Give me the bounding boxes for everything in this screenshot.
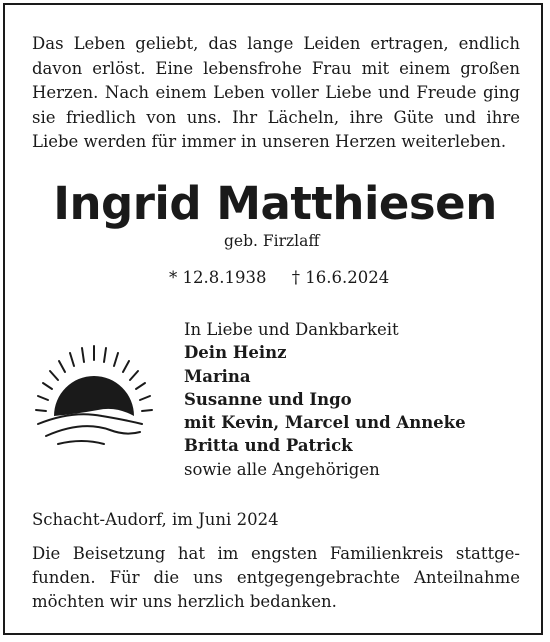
mourners-list: [184, 318, 466, 481]
intro-text: [32, 32, 520, 155]
mourner-line: Britta und Patrick: [184, 436, 353, 456]
intro-line: sie friedlich von uns. Ihr Lächeln, ihre Güte und ihre: [32, 107, 520, 127]
intro-line: Herzen. Nach einem Leben voller Liebe und Freude ging: [32, 83, 520, 102]
maiden-name: geb. Firzlaff: [224, 232, 320, 250]
mourner-line: Dein Heinz: [184, 343, 287, 363]
closing-text: [32, 542, 520, 614]
deceased-name: Ingrid Matthiesen: [53, 177, 497, 230]
birth-date: * 12.8.1938: [169, 268, 267, 287]
mourner-line: sowie alle Angehörigen: [184, 459, 380, 479]
closing-line: Die Beisetzung hat im engsten Familienkreis stattge-: [32, 544, 520, 563]
intro-line: davon erlöst. Eine lebensfrohe Frau mit einem großen: [32, 58, 520, 78]
intro-line: Liebe werden für immer in unseren Herzen weiterleben.: [32, 132, 507, 151]
intro-line: Das Leben geliebt, das lange Leiden ertragen, endlich: [32, 34, 520, 53]
closing-line: funden. Für die uns entgegengebrachte Anteilnahme: [32, 568, 520, 587]
life-dates: [169, 268, 389, 287]
sunset-over-hills-icon: [32, 340, 157, 452]
closing-line: möchten wir uns herzlich bedanken.: [32, 592, 337, 611]
mourner-line: In Liebe und Dankbarkeit: [184, 320, 399, 339]
mourner-line: Marina: [184, 366, 251, 386]
mourner-line: mit Kevin, Marcel und Anneke: [184, 413, 466, 433]
death-date: † 16.6.2024: [291, 268, 390, 287]
mourner-line: Susanne und Ingo: [184, 389, 352, 409]
place-and-date: Schacht-Audorf, im Juni 2024: [32, 510, 279, 529]
